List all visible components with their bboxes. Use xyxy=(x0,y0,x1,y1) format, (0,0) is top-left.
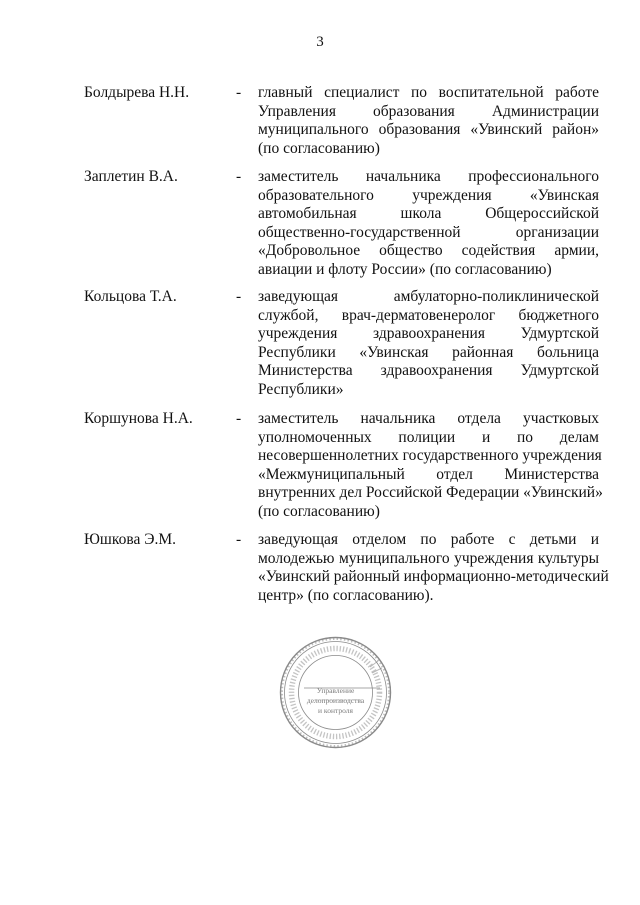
position-line: общественно-государственной организации xyxy=(258,223,599,241)
position-line: заместитель начальника отдела участковых xyxy=(258,410,599,427)
member-name: Болдырева Н.Н. xyxy=(84,84,190,101)
position-line: «Добровольное общество содействия армии, xyxy=(258,242,599,259)
position-line: авиации и флоту России» (по согласованию) xyxy=(258,260,552,278)
stamp-line: и контроля xyxy=(318,706,353,715)
dash-separator: - xyxy=(236,531,242,548)
position-line: заместитель начальника профессионального xyxy=(258,168,599,185)
position-line: (по согласованию) xyxy=(258,502,380,520)
official-stamp xyxy=(278,635,393,750)
position-line: (по согласованию) xyxy=(258,139,380,157)
stamp-seal-icon xyxy=(278,635,393,750)
position-line: службой, врач-дерматовенеролог бюджетного xyxy=(258,306,599,324)
position-line: Управления образования Администрации xyxy=(258,102,599,120)
position-line: образовательного учреждения «Увинская xyxy=(258,186,599,204)
member-position xyxy=(258,168,599,279)
member-position xyxy=(258,410,603,521)
position-line: Республики» xyxy=(258,380,344,398)
position-line: учреждения здравоохранения Удмуртской xyxy=(258,325,599,342)
stamp-line: Управление xyxy=(316,686,355,695)
position-line: несовершеннолетних государственного учреждения xyxy=(258,447,602,464)
member-name: Коршунова Н.А. xyxy=(84,410,193,427)
position-line: центр» (по согласованию). xyxy=(258,586,434,604)
page-number: 3 xyxy=(316,34,324,50)
dash-separator: - xyxy=(236,288,242,305)
dash-separator: - xyxy=(236,84,242,101)
position-line: главный специалист по воспитательной работе xyxy=(258,84,599,101)
position-line: автомобильная школа Общероссийской xyxy=(258,205,599,222)
position-line: Министерства здравоохранения Удмуртской xyxy=(258,362,599,379)
position-line: заведующая амбулаторно-поликлинической xyxy=(258,288,599,305)
member-position xyxy=(258,288,599,399)
position-line: муниципального образования «Увинский район» xyxy=(258,121,599,138)
member-position xyxy=(258,531,609,605)
member-name: Кольцова Т.А. xyxy=(84,288,177,305)
position-line: «Межмуниципальный отдел Министерства xyxy=(258,465,599,483)
position-line: уполномоченных полиции и по делам xyxy=(258,428,599,446)
member-position xyxy=(258,84,599,158)
position-line: Республики «Увинская районная больница xyxy=(258,343,599,361)
position-line: заведующая отделом по работе с детьми и xyxy=(258,531,599,548)
position-line: «Увинский районный информационно-методический xyxy=(258,568,609,585)
member-name: Юшкова Э.М. xyxy=(84,531,176,548)
stamp-line: делопроизводства xyxy=(306,696,365,705)
position-line: молодежью муниципального учреждения культуры xyxy=(258,549,599,567)
dash-separator: - xyxy=(236,168,242,185)
position-line: внутренних дел Российской Федерации «Увинский» xyxy=(258,484,603,501)
dash-separator: - xyxy=(236,410,242,427)
member-name: Заплетин В.А. xyxy=(84,168,178,185)
